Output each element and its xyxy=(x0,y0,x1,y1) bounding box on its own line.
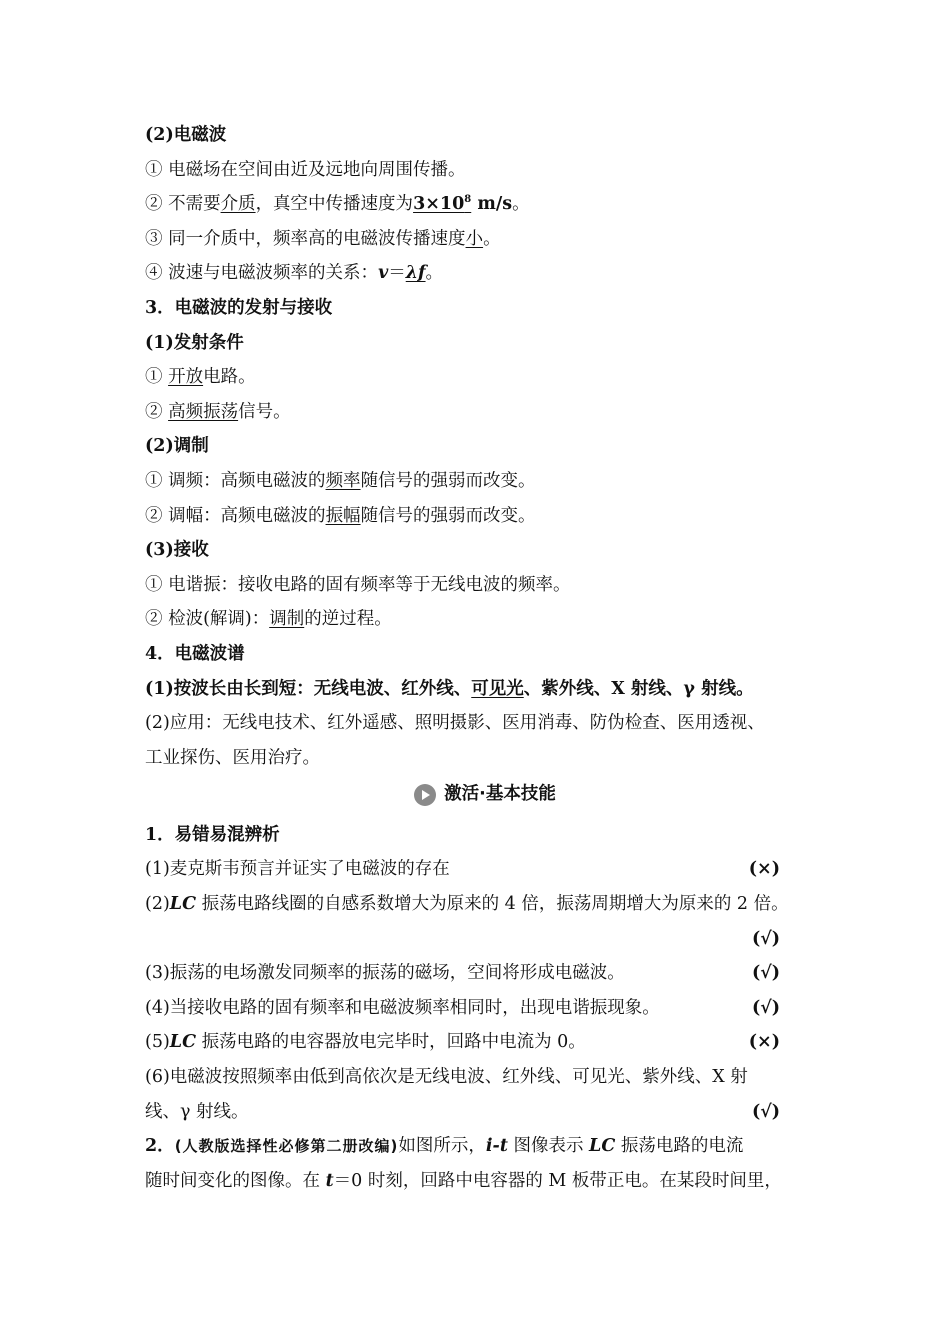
paragraph: ② 调幅：高频电磁波的振幅随信号的强弱而改变。 xyxy=(145,505,536,526)
quiz-item-continued: 线、γ 射线。 (√) xyxy=(145,1095,825,1130)
answer-mark: (√) xyxy=(751,963,780,984)
paragraph: ① 调频：高频电磁波的频率随信号的强弱而改变。 xyxy=(145,470,536,491)
underlined-answer: 频率 xyxy=(325,470,361,491)
section-heading: 1．易错易混辨析 xyxy=(145,824,280,845)
answer-mark: (√) xyxy=(751,997,780,1018)
subheading: (2)调制 xyxy=(145,436,209,457)
activate-badge-row xyxy=(145,777,825,812)
answer-mark: (√) xyxy=(751,928,780,949)
quiz-item: (5)LC 振荡电路的电容器放电完毕时，回路中电流为 0。 (×) xyxy=(145,1025,825,1060)
paragraph: ① 电谐振：接收电路的固有频率等于无线电波的频率。 xyxy=(145,574,571,595)
underlined-answer: 调制 xyxy=(269,609,305,630)
quiz-item: (1)麦克斯韦预言并证实了电磁波的存在 (×) xyxy=(145,852,825,887)
underlined-answer: 小 xyxy=(465,228,484,249)
underlined-answer: 开放 xyxy=(168,367,204,388)
question-2: 2．(人教版选择性必修第二册改编)如图所示，i-t 图像表示 LC 振荡电路的电流 xyxy=(145,1136,744,1157)
activate-badge: 激活·基本技能 xyxy=(414,777,556,812)
quiz-item: (4)当接收电路的固有频率和电磁波频率相同时，出现电谐振现象。 (√) xyxy=(145,991,825,1026)
answer-mark: (×) xyxy=(748,1032,780,1053)
quiz-item: (3)振荡的电场激发同频率的振荡的磁场，空间将形成电磁波。 (√) xyxy=(145,956,825,991)
quiz-item-continued xyxy=(145,922,825,957)
paragraph: (2)应用：无线电技术、红外遥感、照明摄影、医用消毒、防伪检查、医用透视、 xyxy=(145,713,765,734)
answer-mark: (√) xyxy=(751,1101,780,1122)
source-note: (人教版选择性必修第二册改编) xyxy=(174,1137,399,1156)
document-page xyxy=(145,118,825,1198)
play-icon xyxy=(414,784,436,806)
section-heading: 3．电磁波的发射与接收 xyxy=(145,297,333,318)
question-2-continued: 随时间变化的图像。在 t＝0 时刻，回路中电容器的 M 板带正电。在某段时间里， xyxy=(145,1170,782,1191)
underlined-answer: λf xyxy=(405,263,426,284)
subheading-em-wave: (2)电磁波 xyxy=(145,125,227,145)
quiz-item: (2)LC 振荡电路线圈的自感系数增大为原来的 4 倍，振荡周期增大为原来的 2 倍。 xyxy=(145,894,789,915)
subheading: (3)接收 xyxy=(145,540,209,561)
section-heading: 4．电磁波谱 xyxy=(145,643,245,664)
underlined-answer: 介质 xyxy=(220,194,256,215)
underlined-answer: 振幅 xyxy=(325,505,361,526)
paragraph: ③ 同一介质中，频率高的电磁波传播速度小。 xyxy=(145,228,501,249)
paragraph: ④ 波速与电磁波频率的关系：v＝λf。 xyxy=(145,263,444,284)
paragraph: ① 电磁场在空间由近及远地向周围传播。 xyxy=(145,159,466,180)
quiz-item: (6)电磁波按照频率由低到高依次是无线电波、红外线、可见光、紫外线、X 射 xyxy=(145,1067,748,1088)
paragraph: ② 检波(解调)：调制的逆过程。 xyxy=(145,609,392,630)
paragraph: ② 高频振荡信号。 xyxy=(145,401,291,422)
paragraph: (1)按波长由长到短：无线电波、红外线、可见光、紫外线、X 射线、γ 射线。 xyxy=(145,678,754,699)
paragraph: 工业探伤、医用治疗。 xyxy=(145,747,320,768)
underlined-answer: 高频振荡 xyxy=(168,401,239,422)
subheading: (1)发射条件 xyxy=(145,332,244,353)
paragraph: ① 开放电路。 xyxy=(145,367,256,388)
underlined-answer: 可见光 xyxy=(471,678,524,699)
paragraph: ② 不需要介质，真空中传播速度为$3\times 10^8$ m/s。 xyxy=(145,194,530,215)
answer-mark: (×) xyxy=(748,859,780,880)
underlined-answer: $3\times 10^8$ xyxy=(413,194,472,215)
